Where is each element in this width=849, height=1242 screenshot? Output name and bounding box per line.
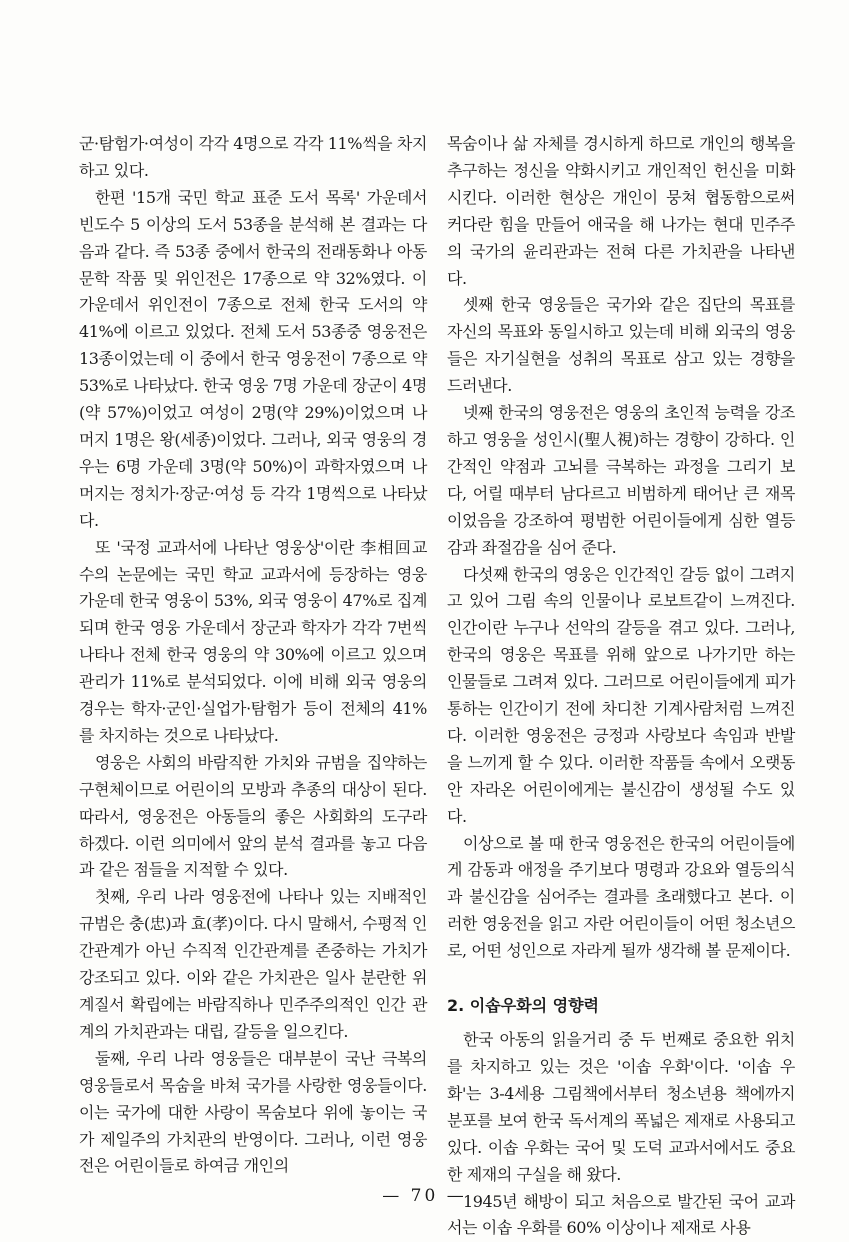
paragraph: 셋째 한국 영웅들은 국가와 같은 집단의 목표를 자신의 목표와 동일시하고 있는데 비해 외국의 영웅들은 자기실현을 성취의 목표로 삼고 있는 경향을 드러낸다. — [447, 295, 795, 396]
paragraph: 다섯째 한국의 영웅은 인간적인 갈등 없이 그려지고 있어 그림 속의 인물이나 로보트같이 느껴진다. 인간이란 누구나 선악의 갈등을 겪고 있다. 그러나, 한국의 영웅은 목표를 위해 앞으로 나가기만 하는 인물들로 그려져 있다. 그러므로 어린이들에게 피가 통하는 인간이기 전에 차디찬 기계사람처럼 느껴진다. 이러한 영웅전은 긍정과 사랑보다 속임과 반발을 느끼게 할 수 있다. 이러한 작품들 속에서 오랫동안 자라온 어린이에게는 불신감이 생성될 수도 있다. — [447, 564, 795, 826]
left-column — [79, 131, 427, 1180]
paragraph: 또 '국정 교과서에 나타난 영웅상'이란 李相回교수의 논문에는 국민 학교 교과서에 등장하는 영웅 가운데 한국 영웅이 53%, 외국 영웅이 47%로 집계되며 한국 영웅 가운데서 장군과 학자가 각각 7번씩 나타나 전체 한국 영웅의 약 30%에 이르고 있으며 관리가 11%로 분석되었다. 이에 비해 외국 영웅의 경우는 학자·군인·실업가·탐험가 등이 전체의 41%를 차지하는 것으로 나타났다. — [79, 537, 427, 745]
paragraph: 목숨이나 삶 자체를 경시하게 하므로 개인의 행복을 추구하는 정신을 약화시키고 개인적인 헌신을 미화시킨다. 이러한 현상은 개인이 뭉쳐 협동함으로써 커다란 힘을 만들어 애국을 해 나가는 현대 민주주의 국가의 윤리관과는 전혀 다른 가치관을 나타낸다. — [447, 134, 795, 288]
paragraph: 이상으로 볼 때 한국 영웅전은 한국의 어린이들에게 감동과 애정을 주기보다 명령과 강요와 열등의식과 불신감을 심어주는 결과를 초래했다고 본다. 이러한 영웅전을 읽고 자란 어린이들이 어떤 청소년으로, 어떤 성인으로 자라게 될까 생각해 볼 문제이다. — [447, 833, 795, 961]
paragraph: 둘째, 우리 나라 영웅들은 대부분이 국난 극복의 영웅들로서 목숨을 바쳐 국가를 사랑한 영웅들이다. 이는 국가에 대한 사랑이 목숨보다 위에 놓이는 국가 제일주의 가치관의 반영이다. 그러나, 이런 영웅전은 어린이들로 하여금 개인의 — [79, 1048, 427, 1176]
section-heading: 2. 이솝우화의 영향력 — [447, 996, 599, 1016]
paragraph: 영웅은 사회의 바람직한 가치와 규범을 집약하는 구현체이므로 어린이의 모방과 추종의 대상이 된다. 따라서, 영웅전은 아동들의 좋은 사회화의 도구라 하겠다. 이런 의미에서 앞의 분석 결과를 놓고 다음과 같은 점들을 지적할 수 있다. — [79, 752, 427, 880]
paragraph: 한편 '15개 국민 학교 표준 도서 목록' 가운데서 빈도수 5 이상의 도서 53종을 분석해 본 결과는 다음과 같다. 즉 53종 중에서 한국의 전래동화나 아동문학 작품 및 위인전은 17종으로 약 32%였다. 이 가운데서 위인전이 7종으로 전체 한국 도서의 약 41%에 이르고 있었다. 전체 도서 53종중 영웅전은 13종이었는데 이 중에서 한국 영웅전이 7종으로 약 53%로 나타났다. 한국 영웅 7명 가운데 장군이 4명(약 57%)이었고 여성이 2명(약 29%)이었으며 나머지 1명은 왕(세종)이었다. 그러나, 외국 영웅의 경우는 6명 가운데 3명(약 50%)이 과학자였으며 나머지는 정치가·장군·여성 등 각각 1명씩으로 나타났다. — [79, 187, 427, 530]
page-number: — 70 — — [382, 1186, 467, 1206]
paragraph: 한국 아동의 읽을거리 중 두 번째로 중요한 위치를 차지하고 있는 것은 '이솝 우화'이다. '이솝 우화'는 3-4세용 그림책에서부터 청소년용 책에까지 분포를 보여 한국 독서계의 폭넓은 제재로 사용되고 있다. 이솝 우화는 국어 및 도덕 교과서에서도 중요한 제재의 구실을 해 왔다. — [447, 1030, 795, 1184]
paragraph: 군·탐험가·여성이 각각 4명으로 각각 11%씩을 차지하고 있다. — [79, 134, 427, 180]
paragraph: 넷째 한국의 영웅전은 영웅의 초인적 능력을 강조하고 영웅을 성인시(聖人視)하는 경향이 강하다. 인간적인 약점과 고뇌를 극복하는 과정을 그리기 보다, 어릴 때부터 남다르고 비범하게 태어난 큰 재목이었음을 강조하여 평범한 어린이들에게 심한 열등감과 좌절감을 심어 준다. — [447, 403, 795, 557]
paragraph: 첫째, 우리 나라 영웅전에 나타나 있는 지배적인 규범은 충(忠)과 효(孝)이다. 다시 말해서, 수평적 인간관계가 아닌 수직적 인간관계를 존중하는 가치가 강조되고 있다. 이와 같은 가치관은 일사 분란한 위계질서 확립에는 바람직하나 민주주의적인 인간 관계의 가치관과는 대립, 갈등을 일으킨다. — [79, 887, 428, 1041]
paragraph: 1945년 해방이 되고 처음으로 발간된 국어 교과서는 이솝 우화를 60% 이상이나 제재로 사용 — [447, 1191, 795, 1238]
right-column — [447, 131, 795, 1242]
